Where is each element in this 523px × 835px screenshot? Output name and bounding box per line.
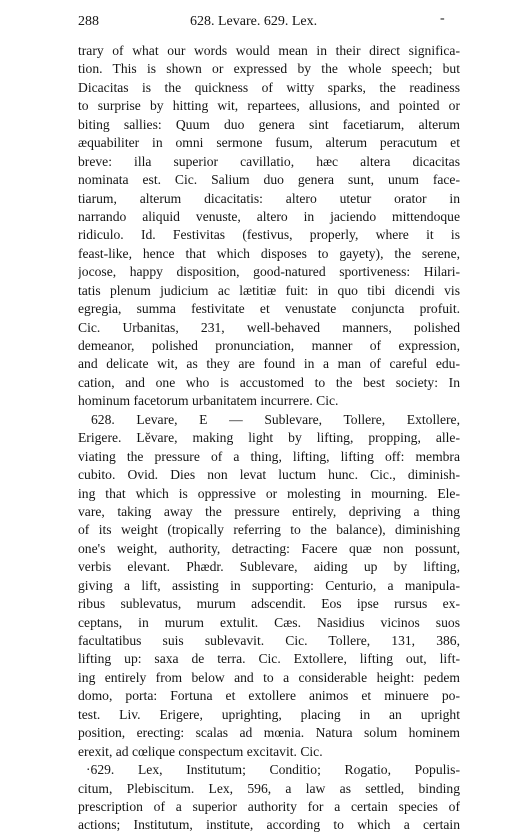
text-line: nominata est. Cic. Salium duo genera sunt, unum face- (78, 172, 460, 188)
text-line: Cic. Urbanitas, 231, well-behaved manners, polished (78, 319, 460, 335)
text-line: prescription of a superior authority for a certain species of (78, 798, 460, 814)
running-head (78, 11, 460, 34)
text-line: ceptans, in murum extulit. Cæs. Nasidius vicinos suos (78, 614, 460, 630)
header-mark: - (440, 11, 445, 26)
text-line: cubito. Ovid. Dies non levat luctum hunc. Cic., diminish- (78, 467, 460, 483)
text-line: verbis elevant. Phædr. Sublevare, aiding up by lifting, (78, 559, 460, 575)
text-line: giving a lift, assisting in supporting: Centurio, a manipula- (78, 577, 460, 593)
text-line: citum, Plebiscitum. Lex, 596, a law as settled, binding (78, 780, 460, 796)
entry-628-heading: 628. Levare, E — Sublevare, Tollere, Extollere, (91, 411, 460, 427)
text-line: one's weight, authority, detracting: Facere quæ non possunt, (78, 540, 460, 556)
text-line: Erigere. Lĕvare, making light by lifting, propping, alle- (78, 430, 460, 446)
text-line: trary of what our words would mean in their direct significa- (78, 43, 460, 58)
text-line: hominum facetorum urbanitatem incurrere. Cic. (78, 393, 339, 409)
text-line: cation, and one who is accustomed to the best society: In (78, 374, 460, 390)
text-line: ridiculo. Id. Festivitas (festivus, properly, where it is (78, 227, 460, 243)
text-line: actions; Institutum, institute, according to which a certain (78, 817, 460, 833)
text-line: æquabiliter in omni sermone fusum, alterum peracutum et (78, 135, 460, 151)
text-line: tatis plenum judicium ac lætitiæ fuit: in quo tibi dicendi vis (78, 282, 460, 298)
text-line: vare, taking away the pressure entirely, depriving a thing (78, 503, 460, 519)
text-line: viating the pressure of a thing, lifting, lifting off: membra (78, 448, 460, 464)
text-line: erexit, ad cœlique conspectum excitavit. Cic. (78, 743, 323, 759)
text-line: egregia, summa festivitate et venustate conjuncta profuit. (78, 301, 460, 317)
entry-629-heading: ·629. Lex, Institutum; Conditio; Rogatio, Populis- (86, 762, 460, 778)
text-line: ing that which is oppressive or molesting in mourning. Ele- (78, 485, 460, 501)
text-line: domo, porta: Fortuna et extollere animos et minuere po- (78, 688, 460, 704)
text-line: and delicate wit, as they are found in a man of careful edu- (78, 356, 460, 372)
text-line: ing entirely from below and to a considerable height: pedem (78, 669, 460, 685)
text-line: tion. This is shown or expressed by the whole speech; but (78, 61, 460, 77)
text-line: to surprise by hitting wit, repartees, allusions, and pointed or (78, 98, 460, 114)
text-line: demeanor, polished pronunciation, manner of expression, (78, 338, 460, 353)
body-text (78, 42, 460, 835)
text-line: lifting up: saxa de terra. Cic. Extollere, lifting out, lift- (78, 651, 460, 667)
running-title: 628. Levare. 629. Lex. (190, 14, 318, 29)
text-line: facultatibus suis sublevavit. Cic. Tollere, 131, 386, (78, 633, 460, 648)
text-line: breve: illa superior cavillatio, hæc altera dicacitas (78, 153, 460, 169)
text-line: position, erecting: scalas ad mœnia. Natura solum hominem (78, 725, 460, 741)
text-line: biting sallies: Quum duo genera sint facetiarum, alterum (78, 116, 460, 132)
text-line: of its weight (tropically referring to the balance), diminishing (78, 522, 460, 538)
text-line: narrando aliquid venuste, altero in jaciendo mittendoque (78, 208, 460, 224)
text-line: test. Liv. Erigere, uprighting, placing in an upright (78, 706, 460, 722)
page-number: 288 (78, 14, 99, 29)
text-line: ribus sublevatus, murum adscendit. Eos ipse rursus ex- (78, 596, 460, 612)
text-line: Dicacitas is the quickness of witty sparks, the readiness (78, 79, 460, 95)
text-line: feast-like, hence that which disposes to gayety), the serene, (78, 245, 460, 261)
text-line: tiarum, alterum dicacitatis: altero utetur orator in (78, 190, 460, 206)
text-line: jocose, happy disposition, good-natured sportiveness: Hilari- (78, 264, 460, 280)
